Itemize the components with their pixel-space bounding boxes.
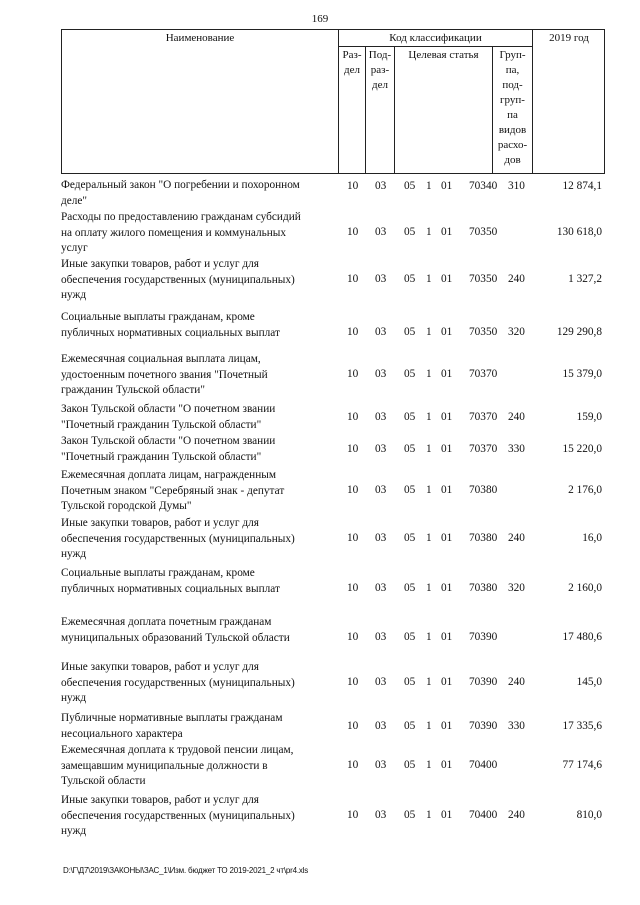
razdel-code: 10 (347, 326, 359, 338)
razdel-code: 10 (347, 368, 359, 380)
target-part-4: 70370 (469, 368, 498, 380)
target-part-3: 01 (441, 484, 453, 496)
target-part-3: 01 (441, 326, 453, 338)
target-part-1: 05 (404, 484, 416, 496)
target-part-4: 70390 (469, 631, 498, 643)
row-name: Ежемесячная социальная выплата лицам, удостоенным почетного звания "Почетный гражданин Тульской области" (61, 353, 268, 396)
row-name: Иные закупки товаров, работ и услуг для обеспечения государственных (муниципальных) нужд (61, 517, 295, 560)
expense-type-code: 240 (508, 273, 525, 285)
target-part-4: 70390 (469, 676, 498, 688)
razdel-code: 10 (347, 484, 359, 496)
target-part-4: 70400 (469, 809, 498, 821)
header-year: 2019 год (549, 32, 589, 44)
file-path-footer: D:\Г\Д7\2019\ЗАКОНЫ\ЗАС_1\Изм. бюджет ТО 2019-2021_2 чт\pr4.xls (63, 866, 309, 875)
target-part-3: 01 (441, 532, 453, 544)
row-name: Социальные выплаты гражданам, кроме публичных нормативных социальных выплат (61, 311, 280, 339)
expense-type-code: 330 (508, 720, 525, 732)
row-name: Ежемесячная доплата лицам, награжденным Почетным знаком "Серебряный знак - депутат Тульской городской Думы" (61, 469, 285, 512)
target-part-1: 05 (404, 368, 416, 380)
amount-2019: 810,0 (576, 809, 602, 821)
razdel-code: 10 (347, 759, 359, 771)
target-part-2: 1 (426, 676, 432, 688)
header-group: Груп- па, под- груп- па видов расхо- дов (497, 49, 528, 166)
target-part-1: 05 (404, 759, 416, 771)
razdel-code: 10 (347, 582, 359, 594)
amount-2019: 17 335,6 (562, 720, 602, 732)
header-code: Код классификации (389, 32, 482, 44)
expense-type-code: 240 (508, 809, 525, 821)
target-part-2: 1 (426, 180, 432, 192)
page-number: 169 (311, 13, 329, 25)
expense-type-code: 240 (508, 411, 525, 423)
target-part-1: 05 (404, 411, 416, 423)
amount-2019: 2 160,0 (568, 582, 602, 594)
target-part-1: 05 (404, 443, 416, 455)
podrazdel-code: 03 (375, 809, 387, 821)
podrazdel-code: 03 (375, 720, 387, 732)
target-part-2: 1 (426, 532, 432, 544)
amount-2019: 16,0 (582, 532, 602, 544)
expense-type-code: 320 (508, 582, 525, 594)
table-header (61, 29, 605, 174)
row-name: Иные закупки товаров, работ и услуг для обеспечения государственных (муниципальных) нужд (61, 661, 295, 704)
target-part-4: 70350 (469, 326, 498, 338)
target-part-1: 05 (404, 720, 416, 732)
amount-2019: 2 176,0 (568, 484, 602, 496)
header-target: Целевая статья (408, 49, 479, 61)
podrazdel-code: 03 (375, 443, 387, 455)
amount-2019: 77 174,6 (562, 759, 602, 771)
target-part-4: 70370 (469, 443, 498, 455)
amount-2019: 12 874,1 (562, 180, 602, 192)
target-part-2: 1 (426, 631, 432, 643)
target-part-2: 1 (426, 809, 432, 821)
row-name: Иные закупки товаров, работ и услуг для обеспечения государственных (муниципальных) нужд (61, 258, 295, 301)
target-part-2: 1 (426, 443, 432, 455)
target-part-4: 70390 (469, 720, 498, 732)
target-part-2: 1 (426, 226, 432, 238)
target-part-3: 01 (441, 411, 453, 423)
target-part-3: 01 (441, 676, 453, 688)
target-part-3: 01 (441, 720, 453, 732)
razdel-code: 10 (347, 532, 359, 544)
razdel-code: 10 (347, 180, 359, 192)
expense-type-code: 320 (508, 326, 525, 338)
podrazdel-code: 03 (375, 226, 387, 238)
target-part-3: 01 (441, 273, 453, 285)
razdel-code: 10 (347, 809, 359, 821)
target-part-1: 05 (404, 676, 416, 688)
amount-2019: 15 220,0 (562, 443, 602, 455)
target-part-4: 70380 (469, 484, 498, 496)
podrazdel-code: 03 (375, 631, 387, 643)
row-name: Расходы по предоставлению гражданам субсидий на оплату жилого помещения и коммунальных услуг (61, 211, 301, 254)
target-part-2: 1 (426, 582, 432, 594)
target-part-4: 70380 (469, 582, 498, 594)
podrazdel-code: 03 (375, 676, 387, 688)
header-name: Наименование (165, 32, 235, 44)
razdel-code: 10 (347, 676, 359, 688)
podrazdel-code: 03 (375, 411, 387, 423)
podrazdel-code: 03 (375, 368, 387, 380)
target-part-3: 01 (441, 226, 453, 238)
amount-2019: 15 379,0 (562, 368, 602, 380)
expense-type-code: 330 (508, 443, 525, 455)
row-name: Федеральный закон "О погребении и похоронном деле" (61, 179, 300, 207)
target-part-4: 70350 (469, 273, 498, 285)
row-name: Ежемесячная доплата к трудовой пенсии лицам, замещавшим муниципальные должности в Тульской области (61, 744, 294, 787)
podrazdel-code: 03 (375, 273, 387, 285)
amount-2019: 130 618,0 (556, 226, 602, 238)
podrazdel-code: 03 (375, 326, 387, 338)
target-part-2: 1 (426, 411, 432, 423)
expense-type-code: 240 (508, 676, 525, 688)
target-part-1: 05 (404, 180, 416, 192)
row-name: Закон Тульской области "О почетном звании "Почетный гражданин Тульской области" (61, 403, 276, 431)
target-part-3: 01 (441, 368, 453, 380)
target-part-3: 01 (441, 180, 453, 192)
amount-2019: 145,0 (576, 676, 602, 688)
target-part-1: 05 (404, 809, 416, 821)
podrazdel-code: 03 (375, 582, 387, 594)
expense-type-code: 240 (508, 532, 525, 544)
target-part-3: 01 (441, 631, 453, 643)
target-part-4: 70380 (469, 532, 498, 544)
row-name: Социальные выплаты гражданам, кроме публичных нормативных социальных выплат (61, 567, 280, 595)
target-part-1: 05 (404, 326, 416, 338)
target-part-1: 05 (404, 532, 416, 544)
target-part-2: 1 (426, 273, 432, 285)
target-part-1: 05 (404, 582, 416, 594)
target-part-3: 01 (441, 443, 453, 455)
target-part-2: 1 (426, 326, 432, 338)
row-name: Иные закупки товаров, работ и услуг для обеспечения государственных (муниципальных) нужд (61, 794, 295, 837)
target-part-3: 01 (441, 582, 453, 594)
razdel-code: 10 (347, 631, 359, 643)
target-part-2: 1 (426, 720, 432, 732)
row-name: Ежемесячная доплата почетным гражданам муниципальных образований Тульской области (61, 616, 290, 644)
target-part-4: 70400 (469, 759, 498, 771)
podrazdel-code: 03 (375, 180, 387, 192)
razdel-code: 10 (347, 226, 359, 238)
amount-2019: 1 327,2 (568, 273, 602, 285)
header-podrazdel: Под- раз- дел (368, 49, 392, 91)
expense-type-code: 310 (508, 180, 525, 192)
target-part-1: 05 (404, 631, 416, 643)
target-part-1: 05 (404, 273, 416, 285)
podrazdel-code: 03 (375, 484, 387, 496)
target-part-3: 01 (441, 809, 453, 821)
amount-2019: 129 290,8 (556, 326, 602, 338)
podrazdel-code: 03 (375, 759, 387, 771)
row-name: Закон Тульской области "О почетном звании "Почетный гражданин Тульской области" (61, 435, 276, 463)
row-name: Публичные нормативные выплаты гражданам несоциального характера (61, 712, 283, 740)
razdel-code: 10 (347, 273, 359, 285)
podrazdel-code: 03 (375, 532, 387, 544)
razdel-code: 10 (347, 443, 359, 455)
target-part-4: 70370 (469, 411, 498, 423)
amount-2019: 159,0 (576, 411, 602, 423)
target-part-2: 1 (426, 368, 432, 380)
amount-2019: 17 480,6 (562, 631, 602, 643)
razdel-code: 10 (347, 411, 359, 423)
target-part-4: 70340 (469, 180, 498, 192)
target-part-2: 1 (426, 759, 432, 771)
target-part-1: 05 (404, 226, 416, 238)
header-razdel: Раз- дел (342, 49, 362, 76)
target-part-3: 01 (441, 759, 453, 771)
razdel-code: 10 (347, 720, 359, 732)
target-part-2: 1 (426, 484, 432, 496)
target-part-4: 70350 (469, 226, 498, 238)
